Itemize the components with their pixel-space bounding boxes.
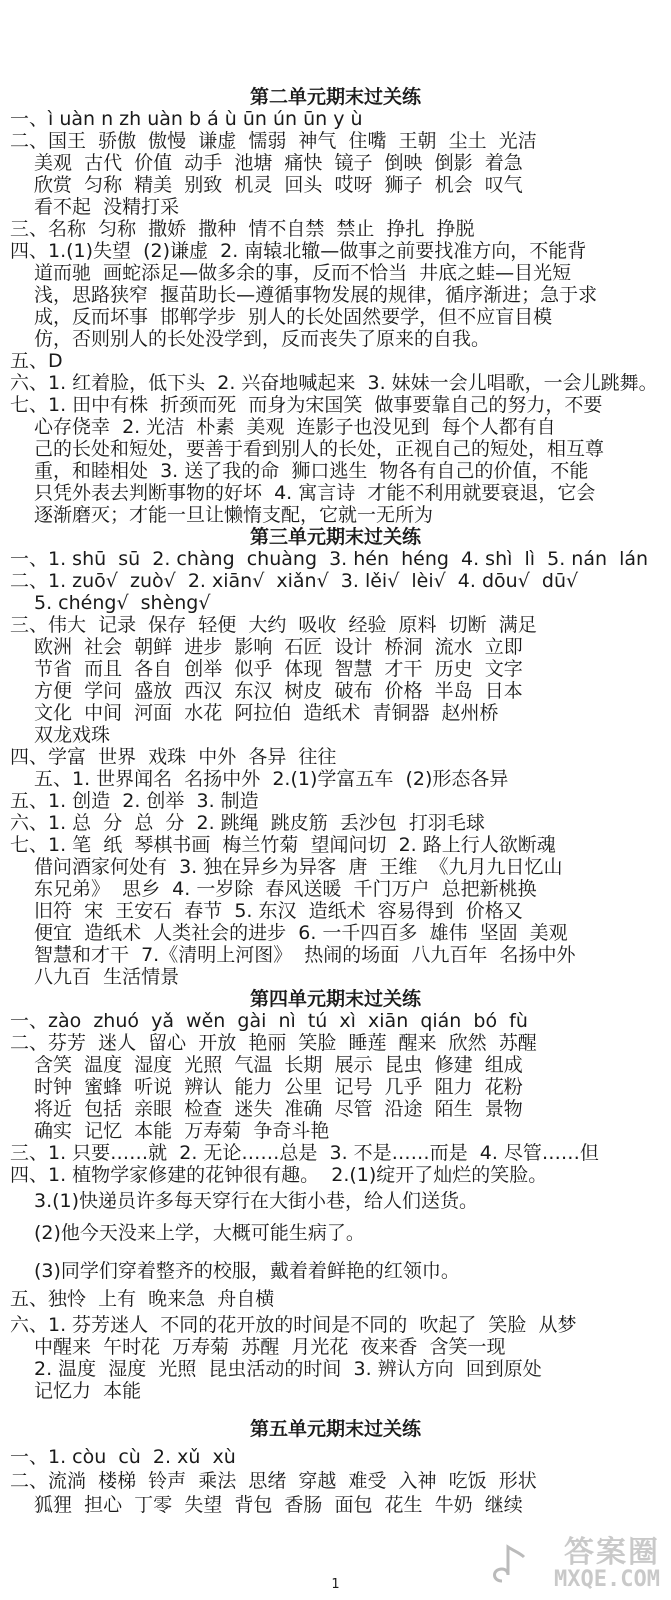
text-line: 双龙戏珠 bbox=[34, 724, 111, 746]
text-line: 五、D bbox=[10, 350, 63, 372]
section-title-unit-5: 第五单元期末过关练 bbox=[249, 1418, 421, 1440]
text-line: 三、1. 只要……就 2. 无论……总是 3. 不是……而是 4. 尽管……但 bbox=[10, 1142, 599, 1164]
text-line: 美观 古代 价值 动手 池塘 痛快 镜子 倒映 倒影 着急 bbox=[34, 152, 523, 174]
text-line: (3)同学们穿着整齐的校服，戴着着鲜艳的红领巾。 bbox=[34, 1260, 460, 1282]
watermark-en: MXQE.COM bbox=[554, 1567, 660, 1592]
text-line: 五、1. 世界闻名 名扬中外 2.(1)学富五车 (2)形态各异 bbox=[34, 768, 509, 790]
text-line: 中醒来 午时花 万寿菊 苏醒 月光花 夜来香 含笑一现 bbox=[34, 1336, 506, 1358]
text-line: 七、1. 笔 纸 琴棋书画 梅兰竹菊 望闻问切 2. 路上行人欲断魂 bbox=[10, 834, 556, 856]
text-line: 旧符 宋 王安石 春节 5. 东汉 造纸术 容易得到 价格又 bbox=[34, 900, 523, 922]
text-line: 三、名称 匀称 撒娇 撒种 情不自禁 禁止 挣扎 挣脱 bbox=[10, 218, 475, 240]
text-line: 六、1. 红着脸，低下头 2. 兴奋地喊起来 3. 妹妹一会儿唱歌，一会儿跳舞。 bbox=[10, 372, 658, 394]
text-line: 智慧和才干 7.《清明上河图》 热闹的场面 八九百年 名扬中外 bbox=[34, 944, 576, 966]
text-line: 逐渐磨灭；才能一旦让懒惰支配，它就一无所为 bbox=[34, 504, 434, 526]
text-line: 一、1. shū sū 2. chàng chuàng 3. hén héng 4. shì lì 5. nán lán bbox=[10, 548, 649, 570]
text-line: 借问酒家何处有 3. 独在异乡为异客 唐 王维 《九月九日忆山 bbox=[34, 856, 563, 878]
text-line: 只凭外表去判断事物的好坏 4. 寓言诗 才能不利用就要衰退，它会 bbox=[34, 482, 596, 504]
page-number: 1 bbox=[331, 1577, 340, 1592]
text-line: 看不起 没精打采 bbox=[34, 196, 180, 218]
text-line: 四、1.(1)失望 (2)谦虚 2. 南辕北辙—做事之前要找准方向，不能背 bbox=[10, 240, 587, 262]
text-line: 六、1. 芬芳迷人 不同的花开放的时间是不同的 吹起了 笑脸 从梦 bbox=[10, 1314, 577, 1336]
text-line: 欧洲 社会 朝鲜 进步 影响 石匠 设计 桥洞 流水 立即 bbox=[34, 636, 523, 658]
text-line: 二、国王 骄傲 傲慢 谦虚 懦弱 神气 住嘴 王朝 尘土 光洁 bbox=[10, 130, 537, 152]
section-title-unit-4: 第四单元期末过关练 bbox=[249, 988, 421, 1010]
text-line: 四、学富 世界 戏珠 中外 各异 往往 bbox=[10, 746, 337, 768]
text-line: 便宜 造纸术 人类社会的进步 6. 一千四百多 雄伟 坚固 美观 bbox=[34, 922, 568, 944]
text-line: 确实 记忆 本能 万寿菊 争奇斗艳 bbox=[34, 1120, 330, 1142]
text-line: 5. chéng√ shèng√ bbox=[34, 592, 211, 614]
text-line: 一、ì uàn n zh uàn b á ù ūn ún ūn y ù bbox=[10, 108, 363, 130]
text-line: 五、1. 创造 2. 创举 3. 制造 bbox=[10, 790, 259, 812]
text-line: 一、1. còu cù 2. xǔ xù bbox=[10, 1446, 236, 1468]
text-line: 文化 中间 河面 水花 阿拉伯 造纸术 青铜器 赵州桥 bbox=[34, 702, 499, 724]
text-line: 四、1. 植物学家修建的花钟很有趣。 2.(1)绽开了灿烂的笑脸。 bbox=[10, 1164, 548, 1186]
text-line: 节省 而且 各自 创举 似乎 体现 智慧 才干 历史 文字 bbox=[34, 658, 523, 680]
text-line: 二、1. zuō√ zuò√ 2. xiān√ xiǎn√ 3. lěi√ lèi√ 4. dōu√ dū√ bbox=[10, 570, 579, 592]
text-line: 时钟 蜜蜂 听说 辨认 能力 公里 记号 几乎 阻力 花粉 bbox=[34, 1076, 523, 1098]
text-line: 成，反而坏事 邯郸学步 别人的长处固然要学，但不应盲目模 bbox=[34, 306, 553, 328]
text-line: 七、1. 田中有株 折颈而死 而身为宋国笑 做事要靠自己的努力，不要 bbox=[10, 394, 603, 416]
text-line: 欣赏 匀称 精美 别致 机灵 回头 哎呀 狮子 机会 叹气 bbox=[34, 174, 523, 196]
text-line: 己的长处和短处，要善于看到别人的长处，正视自己的短处，相互尊 bbox=[34, 438, 605, 460]
text-line: 记忆力 本能 bbox=[34, 1380, 142, 1402]
text-line: 二、芬芳 迷人 留心 开放 艳丽 笑脸 睡莲 醒来 欣然 苏醒 bbox=[10, 1032, 537, 1054]
watermark-cn: 答案圈 bbox=[564, 1535, 660, 1570]
section-title-unit-2: 第二单元期末过关练 bbox=[249, 86, 421, 108]
text-line: 道而驰 画蛇添足—做多余的事，反而不恰当 井底之蛙—目光短 bbox=[34, 262, 572, 284]
text-line: 五、独怜 上有 晚来急 舟自横 bbox=[10, 1288, 275, 1310]
text-line: (2)他今天没来上学，大概可能生病了。 bbox=[34, 1222, 365, 1244]
text-line: 将近 包括 亲眼 检查 迷失 准确 尽管 沿途 陌生 景物 bbox=[34, 1098, 523, 1120]
text-line: 重，和睦相处 3. 送了我的命 狮口逃生 物各有自己的价值，不能 bbox=[34, 460, 589, 482]
music-note-icon bbox=[488, 1541, 528, 1591]
watermark-logo bbox=[488, 1527, 666, 1597]
text-line: 含笑 温度 湿度 光照 气温 长期 展示 昆虫 修建 组成 bbox=[34, 1054, 523, 1076]
text-line: 3.(1)快递员许多每天穿行在大街小巷，给人们送货。 bbox=[34, 1190, 479, 1212]
text-line: 东兄弟》 思乡 4. 一岁除 春风送暖 千门万户 总把新桃换 bbox=[34, 878, 537, 900]
text-line: 三、伟大 记录 保存 轻便 大约 吸收 经验 原料 切断 满足 bbox=[10, 614, 537, 636]
text-line: 一、zào zhuó yǎ wěn gài nì tú xì xiān qián bó fù bbox=[10, 1010, 528, 1032]
text-line: 2. 温度 湿度 光照 昆虫活动的时间 3. 辨认方向 回到原处 bbox=[34, 1358, 542, 1380]
text-line: 六、1. 总 分 总 分 2. 跳绳 跳皮筋 丢沙包 打羽毛球 bbox=[10, 812, 485, 834]
text-line: 仿，否则别人的长处没学到，反而丧失了原来的自我。 bbox=[34, 328, 491, 350]
text-line: 狐狸 担心 丁零 失望 背包 香肠 面包 花生 牛奶 继续 bbox=[34, 1494, 523, 1516]
text-line: 八九百 生活情景 bbox=[34, 966, 180, 988]
text-line: 浅，思路狭窄 揠苗助长—遵循事物发展的规律，循序渐进；急于求 bbox=[34, 284, 598, 306]
section-title-unit-3: 第三单元期末过关练 bbox=[249, 526, 421, 548]
text-line: 方便 学问 盛放 西汉 东汉 树皮 破布 价格 半岛 日本 bbox=[34, 680, 523, 702]
text-line: 二、流淌 楼梯 铃声 乘法 思绪 穿越 难受 入神 吃饭 形状 bbox=[10, 1470, 537, 1492]
text-line: 心存侥幸 2. 光洁 朴素 美观 连影子也没见到 每个人都有自 bbox=[34, 416, 556, 438]
